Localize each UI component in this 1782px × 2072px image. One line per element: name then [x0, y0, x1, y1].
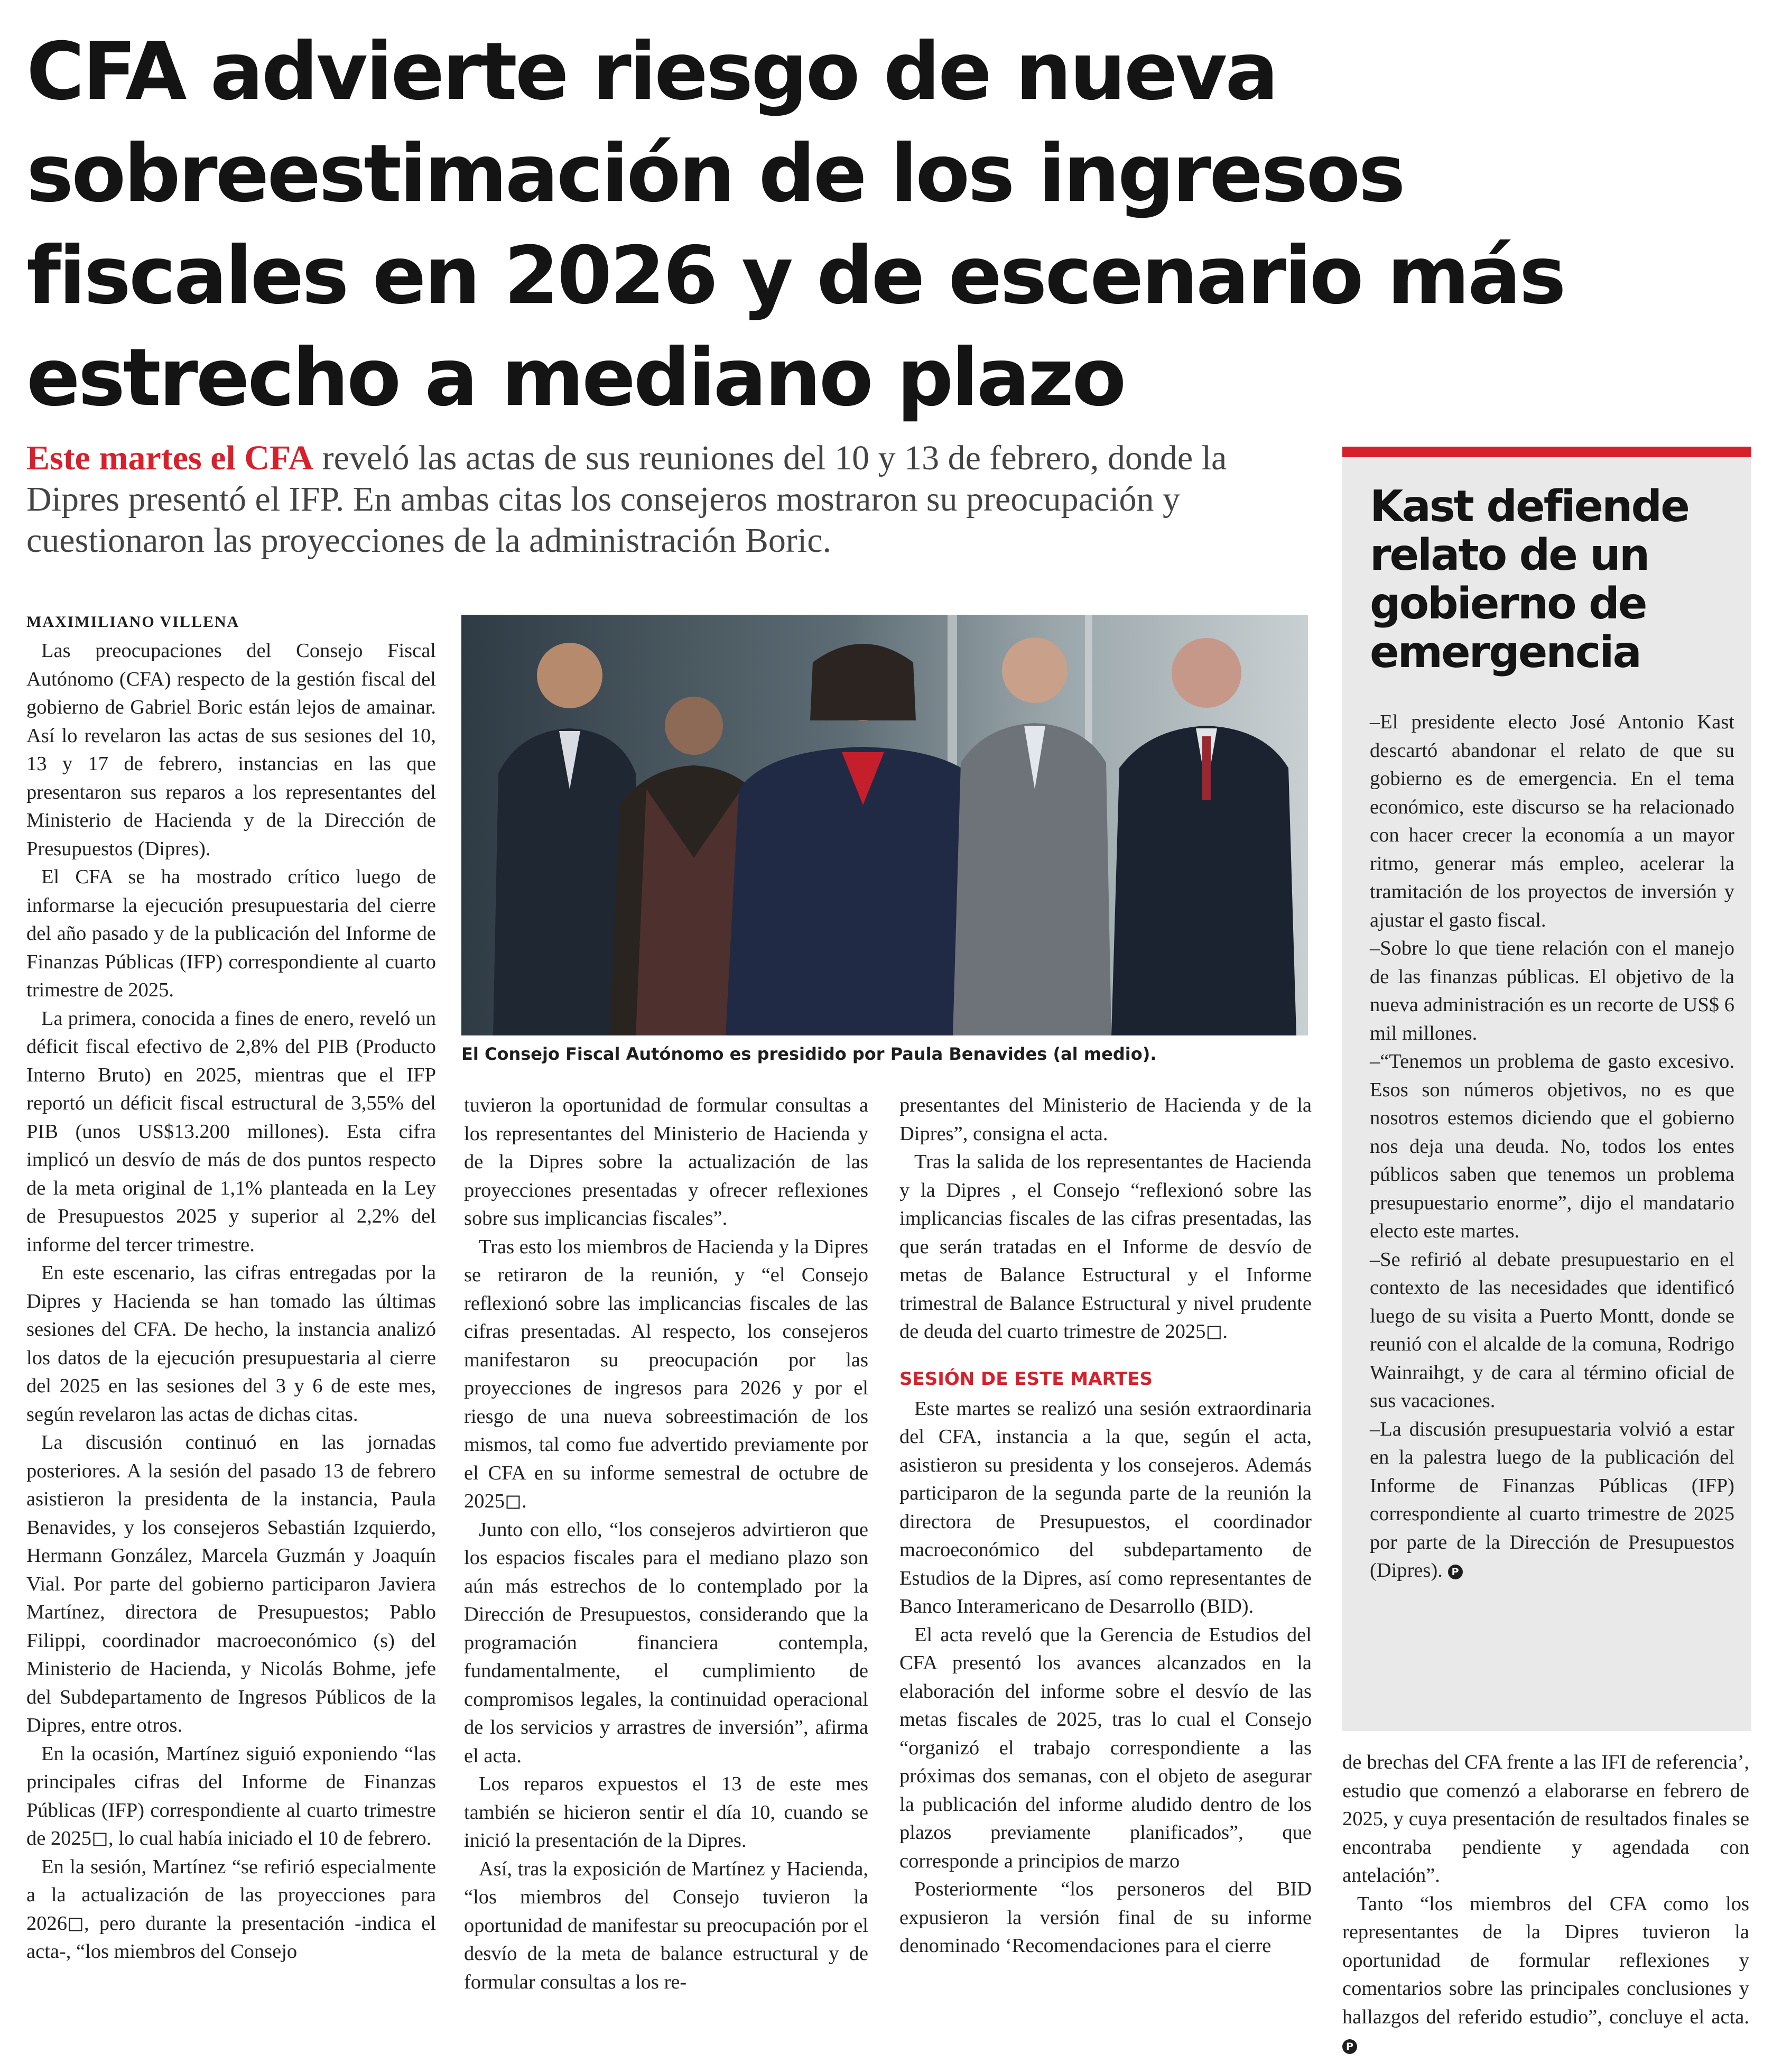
paragraph: Posteriormente “los personeros del BID expusieron la versión final de su informe denominado ‘Recomendaciones para el cierre — [899, 1878, 1312, 1957]
paragraph: Este martes se realizó una sesión extraordinaria del CFA, instancia a la que, según el acta, asistieron su presidenta y los consejeros. Además participaron de la segunda parte de la reunión la directora de Presupuestos, el coordinador macroeconómico del subdepartamento de Estudios de la Dipres, así como representantes de Banco Interamericano de Desarrollo (BID). — [899, 1397, 1312, 1617]
sidebar-paragraph: –El presidente electo José Antonio Kast descartó abandonar el relato de que su gobierno es de emergencia. En el tema económico, este discurso se ha relacionado con hacer crecer la economía a un mayor ritmo, generar más empleo, acelerar la tramitación de los proyectos de inversión y ajustar el gasto fiscal. — [1370, 711, 1734, 931]
paragraph — [1342, 1890, 1749, 2060]
paragraph: En la sesión, Martínez “se refirió especialmente a la actualización de las proyecciones para 2026◻, pero durante la presentación -indica el acta-, “los miembros del Consejo — [26, 1855, 436, 1963]
deck-lead: Este martes el CFA — [26, 439, 314, 477]
group-photo — [461, 615, 1308, 1035]
paragraph: Así, tras la exposición de Martínez y Hacienda, “los miembros del Consejo tuvieron la oportunidad de manifestar su preocupación por el desvío de la meta de balance estructural y de formular consultas a los re- — [464, 1857, 868, 1993]
paragraph: tuvieron la oportunidad de formular consultas a los representantes del Ministerio de Hacienda y de la Dipres sobre la actualización de las proyecciones presentadas y ofrecer reflexiones sobre sus implicancias fiscales”. — [464, 1094, 868, 1229]
photo-caption: El Consejo Fiscal Autónomo es presidido por Paula Benavides (al medio). — [461, 1044, 1157, 1064]
byline: MAXIMILIANO VILLENA — [26, 613, 240, 631]
sidebar-paragraph: –Se refirió al debate presupuestario en el contexto de las necesidades que identificó luego de su visita a Puerto Montt, donde se reunió con el alcalde de la comuna, Rodrigo Wainraihgt, y de cara al término oficial de sus vacaciones. — [1370, 1248, 1734, 1412]
paragraph: La discusión continuó en las jornadas posteriores. A la sesión del pasado 13 de febrero asistieron la presidenta de la instancia, Paula Benavides, y los consejeros Sebastián Izquierdo, Hermann González, Marcela Guzmán y Joaquín Vial. Por parte del gobierno participaron Javiera Martínez, directora de Presupuestos; Pablo Filippi, coordinador macroeconómico (s) del Ministerio de Hacienda, y Nicolás Bohme, jefe del Subdepartamento de Ingresos Públicos de la Dipres, entre otros. — [26, 1431, 436, 1736]
paragraph: El acta reveló que la Gerencia de Estudios del CFA presentó los avances alcanzados en la elaboración del informe sobre el desvío de las metas fiscales de 2025, tras lo cual el Consejo “organizó el trabajo correspondiente a las próximas dos semanas, con el objeto de asegurar la publicación del informe aludido dentro de los plazos previamente planificados”, que corresponde a principios de marzo — [899, 1623, 1312, 1872]
paragraph: El CFA se ha mostrado crítico luego de informarse la ejecución presupuestaria del cierre del año pasado y de la publicación del Informe de Finanzas Públicas (IFP) correspondiente al cuarto trimestre de 2025. — [26, 866, 436, 1001]
group-photo-illustration — [461, 615, 1308, 1035]
paragraph: de brechas del CFA frente a las IFI de referencia’, estudio que comenzó a elaborarse en febrero de 2025, y cuya presentación de resultados finales se encontraba pendiente y agendada con antelación”. — [1342, 1751, 1749, 1886]
paragraph: En este escenario, las cifras entregadas por la Dipres y Hacienda se han tomado las últimas sesiones del CFA. De hecho, la instancia analizó los datos de la ejecución presupuestaria al cierre del 2025 en las sesiones del 3 y 6 de este mes, según revelaron las actas de dichas citas. — [26, 1262, 436, 1426]
sidebar-box — [1342, 447, 1751, 1731]
sidebar-body — [1370, 708, 1734, 1585]
column-4 — [1342, 1749, 1749, 2060]
end-mark-icon: P — [1342, 2039, 1357, 2054]
column-3 — [899, 1092, 1312, 1960]
end-mark-icon: P — [1448, 1565, 1463, 1579]
paragraph: Los reparos expuestos el 13 de este mes también se hicieron sentir el día 10, cuando se inició la presentación de la Dipres. — [464, 1773, 868, 1852]
sidebar-paragraph — [1370, 1416, 1734, 1585]
paragraph: presentantes del Ministerio de Hacienda y de la Dipres”, consigna el acta. — [899, 1094, 1312, 1145]
column-1 — [26, 637, 436, 1966]
column-2 — [464, 1092, 868, 1996]
paragraph: Las preocupaciones del Consejo Fiscal Autónomo (CFA) respecto de la gestión fiscal del gobierno de Gabriel Boric están lejos de amainar. Así lo revelaron las actas de sus sesiones del 10, 13 y 17 de febrero, instancias en las que presentaron sus reparos a los representantes del Ministerio de Hacienda y de la Dirección de Presupuestos (Dipres). — [26, 640, 436, 860]
paragraph: Tras la salida de los representantes de Hacienda y la Dipres , el Consejo “reflexionó sobre las implicancias fiscales de las cifras presentadas, las que serán tratadas en el Informe de desvío de metas de Balance Estructural y el Informe trimestral de Balance Estructural y nivel prudente de deuda del cuarto trimestre de 2025◻. — [899, 1151, 1312, 1343]
paragraph: En la ocasión, Martínez siguió exponiendo “las principales cifras del Informe de Finanzas Públicas (IFP) correspondiente al cuarto trimestre de 2025◻, lo cual había iniciado el 10 de febrero. — [26, 1742, 436, 1849]
deck-text: reveló las actas de sus reuniones del 10 y 13 de febrero, donde la Dipres presentó el IFP. En ambas citas los consejeros mostraron su preocupación y cuestionaron las proyecciones de la administración Boric. — [26, 439, 1227, 560]
paragraph: Junto con ello, “los consejeros advirtieron que los espacios fiscales para el mediano plazo son aún más estrechos de lo contemplado por la Dirección de Presupuestos, considerando que la programación financiera contempla, fundamentalmente, el cumplimiento de compromisos legales, la continuidad operacional de los servicios y arrastres de inversión”, afirma el acta. — [464, 1518, 868, 1767]
paragraph-text: Tanto “los miembros del CFA como los representantes de la Dipres tuvieron la oportunidad de formular reflexiones y comentarios sobre las principales conclusiones y hallazgos del referido estudio”, concluye el acta. — [1342, 1892, 1749, 2028]
sidebar-paragraph: –Sobre lo que tiene relación con el manejo de las finanzas públicas. El objetivo de la nueva administración es un recorte de US$ 6 mil millones. — [1370, 937, 1734, 1044]
headline: CFA advierte riesgo de nueva sobreestimación de los ingresos fiscales en 2026 y de escenario más estrecho a mediano plazo — [26, 26, 1564, 424]
sidebar-paragraph: –“Tenemos un problema de gasto excesivo. Esos son números objetivos, no es que nosotros estemos diciendo que el gobierno nos deja una deuda. No, todos los entes públicos saben que tenemos un problema presupuestario enorme”, dijo el mandatario electo este martes. — [1370, 1050, 1734, 1242]
paragraph: La primera, conocida a fines de enero, reveló un déficit fiscal efectivo de 2,8% del PIB (Producto Interno Bruto) en 2025, mientras que el IFP reportó un déficit fiscal estructural de 3,55% del PIB (unos US$13.200 millones). Esta cifra implicó un desvío de más de dos puntos respecto de la meta original de 1,1% planteada en la Ley de Presupuestos 2025 y superior al 2,2% del informe del tercer trimestre. — [26, 1007, 436, 1256]
sidebar-paragraph-text: –La discusión presupuestaria volvió a estar en la palestra luego de la publicación del Informe de Finanzas Públicas (IFP) correspondiente al cuarto trimestre de 2025 por parte de la Dirección de Presupuestos (Dipres). — [1370, 1418, 1734, 1581]
deck — [26, 438, 1316, 561]
paragraph: Tras esto los miembros de Hacienda y la Dipres se retiraron de la reunión, y “el Consejo reflexionó sobre las implicancias fiscales de las cifras presentadas. Al respecto, los consejeros manifestaron su preocupación por las proyecciones de ingresos para 2026 y por el riesgo de una nueva sobreestimación de los mismos, tal como fue advertido previamente por el CFA en su informe semestral de octubre de 2025◻. — [464, 1235, 868, 1512]
section-subhead: SESIÓN DE ESTE MARTES — [899, 1368, 1153, 1390]
sidebar-title: Kast defiende relato de un gobierno de emergencia — [1370, 482, 1688, 678]
